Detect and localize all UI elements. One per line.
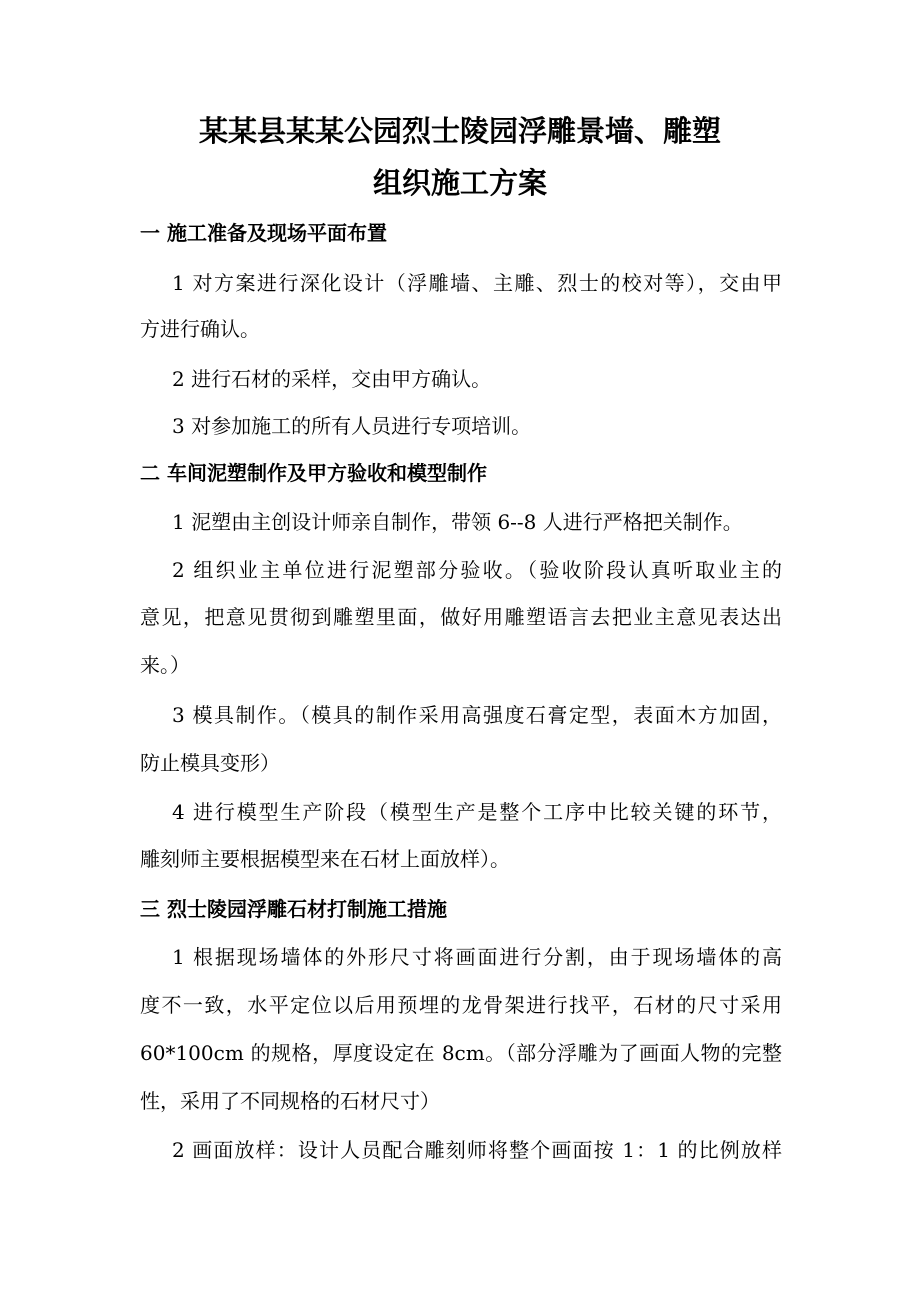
section-1-paragraph-line: 2 进行石材的采样，交由甲方确认。 (172, 367, 492, 391)
section-2-paragraph-line: 来。） (140, 653, 190, 677)
section-1-paragraph-line: 1 对方案进行深化设计（浮雕墙、主雕、烈士的校对等），交由甲 (172, 271, 782, 295)
section-2-paragraph-line: 防止模具变形） (140, 751, 280, 775)
section-3-paragraph-line: 1 根据现场墙体的外形尺寸将画面进行分割，由于现场墙体的高 (172, 945, 782, 969)
section-1-paragraph-line: 3 对参加施工的所有人员进行专项培训。 (172, 414, 532, 438)
section-2-paragraph-line: 3 模具制作。（模具的制作采用高强度石膏定型，表面木方加固， (172, 703, 782, 727)
section-2-paragraph-line: 4 进行模型生产阶段（模型生产是整个工序中比较关键的环节， (172, 800, 782, 824)
section-1-paragraph-line: 方进行确认。 (140, 317, 260, 341)
section-3-paragraph-line: 性，采用了不同规格的石材尺寸） (140, 1089, 440, 1113)
section-2-heading: 二 车间泥塑制作及甲方验收和模型制作 (140, 461, 487, 485)
section-2-paragraph-line: 2 组织业主单位进行泥塑部分验收。（验收阶段认真听取业主的 (172, 558, 782, 582)
section-3-heading: 三 烈士陵园浮雕石材打制施工措施 (140, 897, 447, 921)
section-3-paragraph-line: 60*100cm 的规格，厚度设定在 8cm。（部分浮雕为了画面人物的完整 (140, 1041, 782, 1065)
document-title-line-1: 某某县某某公园烈士陵园浮雕景墙、雕塑 (198, 114, 721, 148)
section-2-paragraph-line: 雕刻师主要根据模型来在石材上面放样）。 (140, 847, 510, 871)
section-1-heading: 一 施工准备及现场平面布置 (140, 221, 387, 245)
document-title-line-2: 组织施工方案 (372, 166, 547, 200)
section-3-paragraph-line: 度不一致，水平定位以后用预埋的龙骨架进行找平，石材的尺寸采用 (140, 993, 782, 1017)
section-2-paragraph-line: 1 泥塑由主创设计师亲自制作，带领 6--8 人进行严格把关制作。 (172, 510, 743, 534)
section-3-paragraph-line: 2 画面放样：设计人员配合雕刻师将整个画面按 1：1 的比例放样 (172, 1138, 782, 1162)
section-2-paragraph-line: 意见，把意见贯彻到雕塑里面，做好用雕塑语言去把业主意见表达出 (140, 605, 782, 629)
